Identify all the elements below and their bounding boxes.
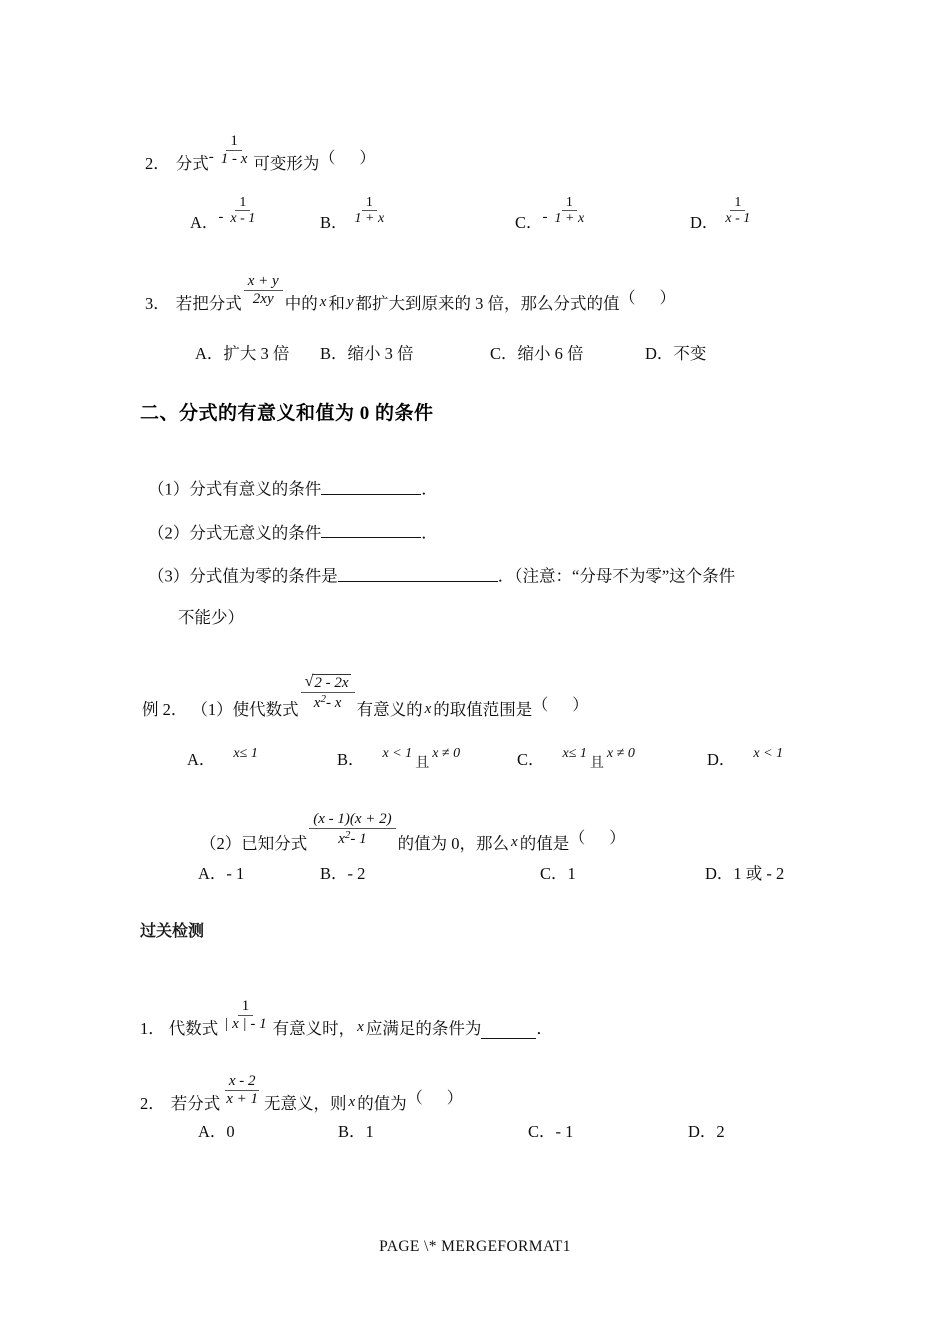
example-2-part-2-answer-parenthesis: （ ）: [569, 830, 636, 848]
question-3-stem: [145, 273, 706, 314]
question-3-number: 3．: [145, 293, 170, 313]
option-label: A．: [190, 212, 219, 232]
example-2-part-1-stem: [142, 673, 783, 720]
example-2-part-2-option-c[interactable]: C．1: [540, 864, 576, 883]
quiz-question-1-fraction: [220, 999, 270, 1033]
quiz-question-2-lead: 若分式: [170, 1093, 221, 1113]
quiz-question-2-option-b[interactable]: B．1: [338, 1122, 374, 1141]
item-3-text: （3）分式值为零的条件是: [148, 566, 338, 586]
option-expression-1: x < 1: [753, 746, 784, 762]
question-3-variable-y: y: [346, 294, 354, 311]
example-2-part-2-tail: 的值是: [519, 833, 570, 853]
option-expression-1: x≤ 1: [562, 746, 587, 762]
example-2-part-2-mid: 的值为 0，那么: [397, 833, 510, 853]
example-2-part-1-fraction: [301, 674, 355, 712]
option-label: D．: [707, 750, 736, 770]
question-2-number: 2．: [145, 153, 170, 173]
fraction-numerator: 1: [235, 196, 250, 212]
quiz-question-2-tail: 的值为: [357, 1093, 407, 1113]
item-3-suffix: ．（注意：“分母不为零”这个条件: [497, 566, 736, 586]
question-2-negative-sign: -: [208, 149, 214, 166]
option-fraction: [226, 196, 259, 227]
example-2-part-1-answer-parenthesis: （ ）: [532, 696, 599, 714]
section-heading-2: 二、分式的有意义和值为 0 的条件: [140, 403, 434, 424]
question-3-lead: 若把分式: [175, 293, 242, 313]
quiz-question-2-option-c[interactable]: C．- 1: [528, 1122, 574, 1141]
example-2-part-1-options: [187, 746, 783, 770]
page-footer: PAGE \* MERGEFORMAT1: [379, 1238, 571, 1255]
item-1-suffix: ．: [421, 479, 438, 499]
question-2-answer-parenthesis: （ ）: [319, 150, 386, 168]
example-2-part-2-option-d[interactable]: D．1 或 - 2: [705, 864, 785, 883]
denominator-base: x: [313, 695, 321, 712]
fraction-denominator: 1 - x: [220, 150, 248, 167]
question-2-fraction: [217, 134, 252, 168]
section-2-item-1: [148, 478, 735, 500]
question-3-option-a[interactable]: A．扩大 3 倍: [195, 343, 290, 363]
question-2-option-b[interactable]: [320, 194, 515, 233]
section-2-items: [148, 478, 735, 628]
question-2-lead: 分式: [175, 153, 209, 173]
quiz-question-2: [140, 1073, 473, 1114]
option-fraction: [351, 196, 389, 227]
denominator-rest: - x: [325, 695, 342, 712]
fraction-denominator: x + 1: [226, 1090, 259, 1107]
quiz-question-2-number: 2．: [140, 1093, 165, 1113]
quiz-question-2-fraction: [222, 1074, 262, 1108]
question-3-option-c[interactable]: C．缩小 6 倍: [490, 343, 584, 363]
question-3-mid-1: 中的: [284, 293, 318, 313]
question-3-mid-2: 和: [328, 293, 345, 313]
example-2-part-1-option-c[interactable]: [517, 746, 707, 770]
section-2-item-3-continued: 不能少）: [178, 607, 244, 627]
fraction-denominator: | x | - 1: [224, 1015, 267, 1032]
option-label: C．: [517, 750, 545, 770]
quiz-heading: 过关检测: [140, 923, 205, 940]
fraction-denominator: [334, 829, 370, 848]
square-root-icon: [305, 674, 351, 692]
denominator-exponent: 2: [320, 693, 326, 706]
example-2-part-1-prefix: （1）使代数式: [191, 700, 299, 720]
question-3-variable-x: x: [319, 294, 327, 311]
question-2-stem: [145, 133, 756, 174]
section-2-item-3: [148, 565, 735, 587]
example-2-part-2-options: [198, 860, 784, 884]
quiz-question-1-blank[interactable]: [481, 1022, 536, 1039]
option-label: A．: [187, 750, 216, 770]
fraction-numerator: 1: [238, 999, 254, 1016]
item-3-blank[interactable]: [338, 565, 498, 582]
fraction-numerator: 1: [562, 196, 577, 212]
fraction-denominator: 1 + x: [554, 211, 585, 227]
fraction-numerator: 1: [362, 196, 377, 212]
option-expression-1: x < 1: [382, 746, 413, 762]
item-2-blank[interactable]: [321, 522, 421, 539]
fraction-denominator: x - 1: [725, 211, 751, 227]
fraction-numerator: x + y: [244, 274, 283, 291]
option-negative-sign: -: [218, 208, 224, 225]
question-3-options: [195, 340, 706, 364]
quiz-question-1-mid: 有意义时，: [272, 1018, 356, 1038]
fraction-numerator: [301, 674, 355, 693]
example-2-part-1-option-d[interactable]: [707, 746, 783, 770]
question-2-option-d[interactable]: [690, 194, 756, 233]
question-2-option-a[interactable]: [190, 194, 320, 233]
quiz-question-2-variable: x: [348, 1094, 356, 1111]
fraction-denominator: 1 + x: [354, 211, 385, 227]
quiz-question-1-lead: 代数式: [168, 1018, 219, 1038]
option-fraction: [721, 196, 754, 227]
example-2-part-1-option-b[interactable]: [337, 746, 517, 770]
quiz-question-2-option-a[interactable]: A．0: [198, 1122, 235, 1141]
question-2-block: [145, 133, 756, 233]
example-2-part-2-stem: [200, 811, 636, 854]
quiz-question-1-suffix: ．: [536, 1018, 553, 1038]
quiz-question-2-option-d[interactable]: D．2: [688, 1122, 725, 1141]
question-3-option-d[interactable]: D．不变: [645, 343, 707, 363]
example-2-part-2-variable: x: [511, 834, 518, 851]
question-3-mid-3: 都扩大到原来的 3 倍，那么分式的值: [355, 293, 620, 313]
question-3-answer-parenthesis: （ ）: [619, 290, 686, 308]
item-1-blank[interactable]: [321, 478, 421, 495]
option-label: C．: [515, 212, 543, 232]
option-expression-1: x≤ 1: [233, 746, 258, 762]
example-2-part-2-option-a[interactable]: A．- 1: [198, 864, 245, 883]
radicand: 2 - 2x: [314, 675, 349, 691]
option-fraction: [551, 196, 589, 227]
fraction-denominator: x - 1: [230, 211, 256, 227]
item-1-text: （1）分式有意义的条件: [148, 479, 322, 499]
quiz-question-1: [140, 998, 553, 1039]
section-2-item-2: [148, 522, 735, 544]
quiz-question-1-tail: 应满足的条件为: [365, 1018, 482, 1038]
fraction-numerator: 1: [730, 196, 745, 212]
example-2-part-1-variable: x: [424, 700, 432, 717]
fraction-denominator: 2xy: [252, 290, 274, 307]
item-2-text: （2）分式无意义的条件: [148, 523, 322, 543]
denominator-rest: - 1: [350, 830, 367, 847]
quiz-question-2-options: [198, 1118, 725, 1142]
question-2-options: [190, 194, 756, 233]
item-2-suffix: ．: [421, 523, 438, 543]
option-label: D．: [690, 212, 719, 232]
example-2-part-1-mid: 有意义的: [356, 700, 423, 720]
example-2-label: 例 2．: [142, 700, 188, 720]
example-2-part-2-prefix: （2）已知分式: [200, 833, 308, 853]
fraction-denominator: [310, 693, 346, 712]
option-expression-2: x ≠ 0: [606, 746, 635, 762]
question-3-fraction: [244, 274, 283, 308]
quiz-question-2-mid: 无意义，则: [264, 1093, 347, 1113]
question-2-option-c[interactable]: [515, 194, 690, 233]
option-conjunction: 且: [415, 756, 430, 772]
option-conjunction: 且: [589, 756, 604, 772]
radical-sign: √: [304, 673, 314, 690]
example-2-part-2-option-b[interactable]: B．- 2: [320, 864, 366, 883]
denominator-base: x: [338, 830, 345, 847]
option-negative-sign: -: [542, 208, 548, 225]
quiz-question-1-variable: x: [357, 1019, 364, 1036]
question-3-block: [145, 273, 707, 364]
quiz-question-2-answer-parenthesis: （ ）: [406, 1090, 473, 1108]
quiz-question-1-number: 1．: [140, 1018, 165, 1038]
example-2-part-2-fraction: [309, 812, 395, 848]
fraction-numerator: (x - 1)(x + 2): [309, 812, 395, 829]
example-2-block: [142, 673, 784, 772]
example-2-part-1-tail: 的取值范围是: [433, 700, 533, 720]
example-2-part-2-block: [200, 811, 636, 854]
option-expression-2: x ≠ 0: [432, 746, 461, 762]
fraction-numerator: 1: [226, 134, 242, 151]
question-2-tail: 可变形为: [253, 153, 320, 173]
fraction-numerator: x - 2: [225, 1074, 260, 1091]
question-3-option-b[interactable]: B．缩小 3 倍: [320, 343, 414, 363]
denominator-exponent: 2: [344, 828, 351, 841]
example-2-part-1-option-a[interactable]: [187, 746, 337, 770]
option-label: B．: [320, 212, 348, 232]
option-label: B．: [337, 750, 365, 770]
